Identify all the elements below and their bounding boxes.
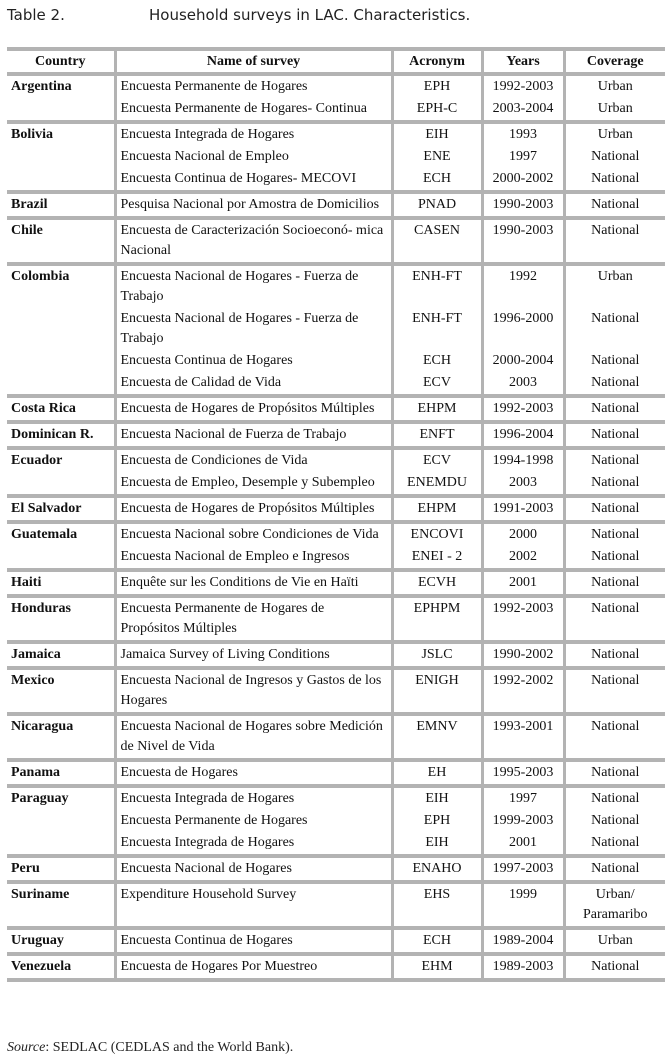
table-row bbox=[7, 396, 665, 422]
country-cell bbox=[7, 308, 115, 350]
acronym-cell: PNAD bbox=[392, 192, 482, 218]
survey-name-cell: Encuesta Permanente de Hogares bbox=[115, 810, 392, 832]
years-cell: 2003-2004 bbox=[482, 98, 564, 122]
coverage-cell: National bbox=[564, 786, 665, 810]
coverage-cell: Urban bbox=[564, 122, 665, 146]
survey-name-cell: Encuesta Permanente de Hogares de Propósitos Múltiples bbox=[115, 596, 392, 642]
table-row bbox=[7, 642, 665, 668]
coverage-cell: Urban bbox=[564, 928, 665, 954]
years-cell: 1996-2004 bbox=[482, 422, 564, 448]
coverage-cell: National bbox=[564, 570, 665, 596]
table-title: Household surveys in LAC. Characteristics. bbox=[149, 6, 471, 24]
coverage-cell: National bbox=[564, 396, 665, 422]
country-cell: Chile bbox=[7, 218, 115, 264]
survey-name-cell: Encuesta Continua de Hogares bbox=[115, 350, 392, 372]
acronym-cell: ECH bbox=[392, 350, 482, 372]
country-cell: Nicaragua bbox=[7, 714, 115, 760]
survey-name-cell: Encuesta Permanente de Hogares- Continua bbox=[115, 98, 392, 122]
table-row bbox=[7, 954, 665, 980]
acronym-cell: ECV bbox=[392, 372, 482, 396]
acronym-cell: EHPM bbox=[392, 496, 482, 522]
table-row bbox=[7, 760, 665, 786]
years-cell: 1999-2003 bbox=[482, 810, 564, 832]
years-cell: 1992-2002 bbox=[482, 668, 564, 714]
acronym-cell: ENFT bbox=[392, 422, 482, 448]
header-acronym: Acronym bbox=[392, 49, 482, 74]
coverage-cell: National bbox=[564, 522, 665, 546]
coverage-cell: National bbox=[564, 372, 665, 396]
header-country: Country bbox=[7, 49, 115, 74]
coverage-cell: Urban bbox=[564, 264, 665, 308]
country-cell bbox=[7, 98, 115, 122]
table-row bbox=[7, 596, 665, 642]
years-cell: 1995-2003 bbox=[482, 760, 564, 786]
country-cell: Uruguay bbox=[7, 928, 115, 954]
country-cell: Paraguay bbox=[7, 786, 115, 810]
acronym-cell: EHM bbox=[392, 954, 482, 980]
years-cell: 1992-2003 bbox=[482, 596, 564, 642]
table-row bbox=[7, 192, 665, 218]
years-cell: 1990-2003 bbox=[482, 192, 564, 218]
coverage-cell: National bbox=[564, 714, 665, 760]
country-cell: Haiti bbox=[7, 570, 115, 596]
acronym-cell: EH bbox=[392, 760, 482, 786]
survey-name-cell: Encuesta Continua de Hogares bbox=[115, 928, 392, 954]
table-row bbox=[7, 522, 665, 546]
country-cell bbox=[7, 832, 115, 856]
country-cell bbox=[7, 810, 115, 832]
table-row bbox=[7, 74, 665, 98]
table-row bbox=[7, 570, 665, 596]
acronym-cell: ENEI - 2 bbox=[392, 546, 482, 570]
coverage-cell: National bbox=[564, 448, 665, 472]
years-cell: 1997 bbox=[482, 146, 564, 168]
years-cell: 2001 bbox=[482, 832, 564, 856]
survey-name-cell: Encuesta Permanente de Hogares bbox=[115, 74, 392, 98]
coverage-cell: National bbox=[564, 308, 665, 350]
coverage-cell: National bbox=[564, 146, 665, 168]
years-cell: 2003 bbox=[482, 372, 564, 396]
table-row bbox=[7, 448, 665, 472]
table-row bbox=[7, 928, 665, 954]
acronym-cell: JSLC bbox=[392, 642, 482, 668]
acronym-cell: ENH-FT bbox=[392, 264, 482, 308]
table-row bbox=[7, 668, 665, 714]
table-row bbox=[7, 810, 665, 832]
table-row bbox=[7, 856, 665, 882]
table-row bbox=[7, 372, 665, 396]
years-cell: 1993 bbox=[482, 122, 564, 146]
acronym-cell: ECV bbox=[392, 448, 482, 472]
country-cell: Venezuela bbox=[7, 954, 115, 980]
acronym-cell: ECVH bbox=[392, 570, 482, 596]
survey-name-cell: Encuesta de Calidad de Vida bbox=[115, 372, 392, 396]
coverage-cell: National bbox=[564, 954, 665, 980]
table-row bbox=[7, 264, 665, 308]
table-row bbox=[7, 422, 665, 448]
acronym-cell: ECH bbox=[392, 928, 482, 954]
country-cell: El Salvador bbox=[7, 496, 115, 522]
country-cell bbox=[7, 350, 115, 372]
acronym-cell: ECH bbox=[392, 168, 482, 192]
country-cell: Jamaica bbox=[7, 642, 115, 668]
country-cell: Panama bbox=[7, 760, 115, 786]
coverage-cell: National bbox=[564, 422, 665, 448]
years-cell: 2000-2002 bbox=[482, 168, 564, 192]
survey-name-cell: Enquête sur les Conditions de Vie en Haïti bbox=[115, 570, 392, 596]
years-cell: 1990-2002 bbox=[482, 642, 564, 668]
country-cell: Honduras bbox=[7, 596, 115, 642]
table-row bbox=[7, 714, 665, 760]
country-cell: Costa Rica bbox=[7, 396, 115, 422]
country-cell: Dominican R. bbox=[7, 422, 115, 448]
coverage-cell: National bbox=[564, 218, 665, 264]
years-cell: 1989-2004 bbox=[482, 928, 564, 954]
years-cell: 1994-1998 bbox=[482, 448, 564, 472]
table-row bbox=[7, 122, 665, 146]
survey-name-cell: Encuesta Nacional de Hogares sobre Medición de Nivel de Vida bbox=[115, 714, 392, 760]
years-cell: 2001 bbox=[482, 570, 564, 596]
coverage-cell: National bbox=[564, 192, 665, 218]
country-cell: Suriname bbox=[7, 882, 115, 928]
coverage-cell: Urban bbox=[564, 98, 665, 122]
source-label: Source bbox=[7, 1040, 46, 1055]
acronym-cell: EPHPM bbox=[392, 596, 482, 642]
table-body bbox=[7, 74, 665, 980]
years-cell: 1990-2003 bbox=[482, 218, 564, 264]
survey-name-cell: Encuesta Integrada de Hogares bbox=[115, 832, 392, 856]
survey-name-cell: Encuesta de Hogares de Propósitos Múltiples bbox=[115, 496, 392, 522]
country-cell bbox=[7, 472, 115, 496]
coverage-cell: National bbox=[564, 810, 665, 832]
years-cell: 1992-2003 bbox=[482, 396, 564, 422]
years-cell: 1997 bbox=[482, 786, 564, 810]
table-row bbox=[7, 350, 665, 372]
acronym-cell: EPH bbox=[392, 74, 482, 98]
table-number: Table 2. bbox=[7, 6, 65, 24]
years-cell: 1999 bbox=[482, 882, 564, 928]
survey-name-cell: Encuesta de Empleo, Desemple y Subempleo bbox=[115, 472, 392, 496]
survey-name-cell: Encuesta Integrada de Hogares bbox=[115, 786, 392, 810]
country-cell bbox=[7, 146, 115, 168]
coverage-cell: National bbox=[564, 832, 665, 856]
coverage-cell: National bbox=[564, 856, 665, 882]
years-cell: 2000-2004 bbox=[482, 350, 564, 372]
survey-name-cell: Encuesta de Hogares de Propósitos Múltiples bbox=[115, 396, 392, 422]
table-row bbox=[7, 168, 665, 192]
survey-name-cell: Encuesta Nacional de Hogares - Fuerza de Trabajo bbox=[115, 308, 392, 350]
country-cell: Peru bbox=[7, 856, 115, 882]
country-cell bbox=[7, 546, 115, 570]
table-row bbox=[7, 882, 665, 928]
acronym-cell: ENEMDU bbox=[392, 472, 482, 496]
acronym-cell: EIH bbox=[392, 786, 482, 810]
acronym-cell: EPH-C bbox=[392, 98, 482, 122]
years-cell: 1997-2003 bbox=[482, 856, 564, 882]
survey-name-cell: Encuesta de Hogares bbox=[115, 760, 392, 786]
survey-name-cell: Encuesta Nacional de Ingresos y Gastos de los Hogares bbox=[115, 668, 392, 714]
acronym-cell: ENH-FT bbox=[392, 308, 482, 350]
country-cell bbox=[7, 372, 115, 396]
years-cell: 2002 bbox=[482, 546, 564, 570]
years-cell: 1992 bbox=[482, 264, 564, 308]
years-cell: 1996-2000 bbox=[482, 308, 564, 350]
table-row bbox=[7, 308, 665, 350]
survey-name-cell: Encuesta Nacional de Empleo bbox=[115, 146, 392, 168]
survey-name-cell: Encuesta de Hogares Por Muestreo bbox=[115, 954, 392, 980]
table-row bbox=[7, 218, 665, 264]
survey-name-cell: Encuesta Nacional de Hogares - Fuerza de Trabajo bbox=[115, 264, 392, 308]
acronym-cell: EHPM bbox=[392, 396, 482, 422]
survey-name-cell: Encuesta Integrada de Hogares bbox=[115, 122, 392, 146]
table-row bbox=[7, 472, 665, 496]
years-cell: 2003 bbox=[482, 472, 564, 496]
header-years: Years bbox=[482, 49, 564, 74]
household-surveys-table bbox=[7, 47, 665, 982]
coverage-cell: Urban bbox=[564, 74, 665, 98]
survey-name-cell: Jamaica Survey of Living Conditions bbox=[115, 642, 392, 668]
table-row bbox=[7, 146, 665, 168]
country-cell: Guatemala bbox=[7, 522, 115, 546]
coverage-cell: National bbox=[564, 760, 665, 786]
table-row bbox=[7, 496, 665, 522]
table-row bbox=[7, 832, 665, 856]
coverage-cell: National bbox=[564, 668, 665, 714]
country-cell bbox=[7, 168, 115, 192]
years-cell: 1991-2003 bbox=[482, 496, 564, 522]
years-cell: 1989-2003 bbox=[482, 954, 564, 980]
survey-name-cell: Encuesta de Caracterización Socioeconó- mica Nacional bbox=[115, 218, 392, 264]
coverage-cell: National bbox=[564, 596, 665, 642]
country-cell: Ecuador bbox=[7, 448, 115, 472]
country-cell: Brazil bbox=[7, 192, 115, 218]
years-cell: 1993-2001 bbox=[482, 714, 564, 760]
survey-name-cell: Encuesta Nacional sobre Condiciones de Vida bbox=[115, 522, 392, 546]
acronym-cell: ENE bbox=[392, 146, 482, 168]
country-cell: Colombia bbox=[7, 264, 115, 308]
header-coverage: Coverage bbox=[564, 49, 665, 74]
table-caption bbox=[7, 6, 667, 28]
country-cell: Bolivia bbox=[7, 122, 115, 146]
table-row bbox=[7, 546, 665, 570]
survey-name-cell: Encuesta de Condiciones de Vida bbox=[115, 448, 392, 472]
source-text: : SEDLAC (CEDLAS and the World Bank). bbox=[45, 1040, 294, 1055]
acronym-cell: EIH bbox=[392, 122, 482, 146]
coverage-cell: National bbox=[564, 496, 665, 522]
acronym-cell: EMNV bbox=[392, 714, 482, 760]
country-cell: Mexico bbox=[7, 668, 115, 714]
survey-name-cell: Encuesta Nacional de Empleo e Ingresos bbox=[115, 546, 392, 570]
acronym-cell: ENAHO bbox=[392, 856, 482, 882]
source-note bbox=[7, 1040, 293, 1056]
table-row bbox=[7, 786, 665, 810]
years-cell: 2000 bbox=[482, 522, 564, 546]
header-survey-name: Name of survey bbox=[115, 49, 392, 74]
survey-name-cell: Expenditure Household Survey bbox=[115, 882, 392, 928]
acronym-cell: ENCOVI bbox=[392, 522, 482, 546]
coverage-cell: National bbox=[564, 472, 665, 496]
coverage-cell: Urban/ Paramaribo bbox=[564, 882, 665, 928]
survey-name-cell: Encuesta Nacional de Fuerza de Trabajo bbox=[115, 422, 392, 448]
years-cell: 1992-2003 bbox=[482, 74, 564, 98]
coverage-cell: National bbox=[564, 350, 665, 372]
acronym-cell: EHS bbox=[392, 882, 482, 928]
survey-name-cell: Encuesta Continua de Hogares- MECOVI bbox=[115, 168, 392, 192]
country-cell: Argentina bbox=[11, 79, 72, 94]
acronym-cell: CASEN bbox=[392, 218, 482, 264]
survey-name-cell: Pesquisa Nacional por Amostra de Domicilios bbox=[115, 192, 392, 218]
survey-name-cell: Encuesta Nacional de Hogares bbox=[115, 856, 392, 882]
table-row bbox=[7, 98, 665, 122]
acronym-cell: ENIGH bbox=[392, 668, 482, 714]
acronym-cell: EPH bbox=[392, 810, 482, 832]
coverage-cell: National bbox=[564, 642, 665, 668]
acronym-cell: EIH bbox=[392, 832, 482, 856]
coverage-cell: National bbox=[564, 168, 665, 192]
header-row bbox=[7, 49, 665, 74]
coverage-cell: National bbox=[564, 546, 665, 570]
